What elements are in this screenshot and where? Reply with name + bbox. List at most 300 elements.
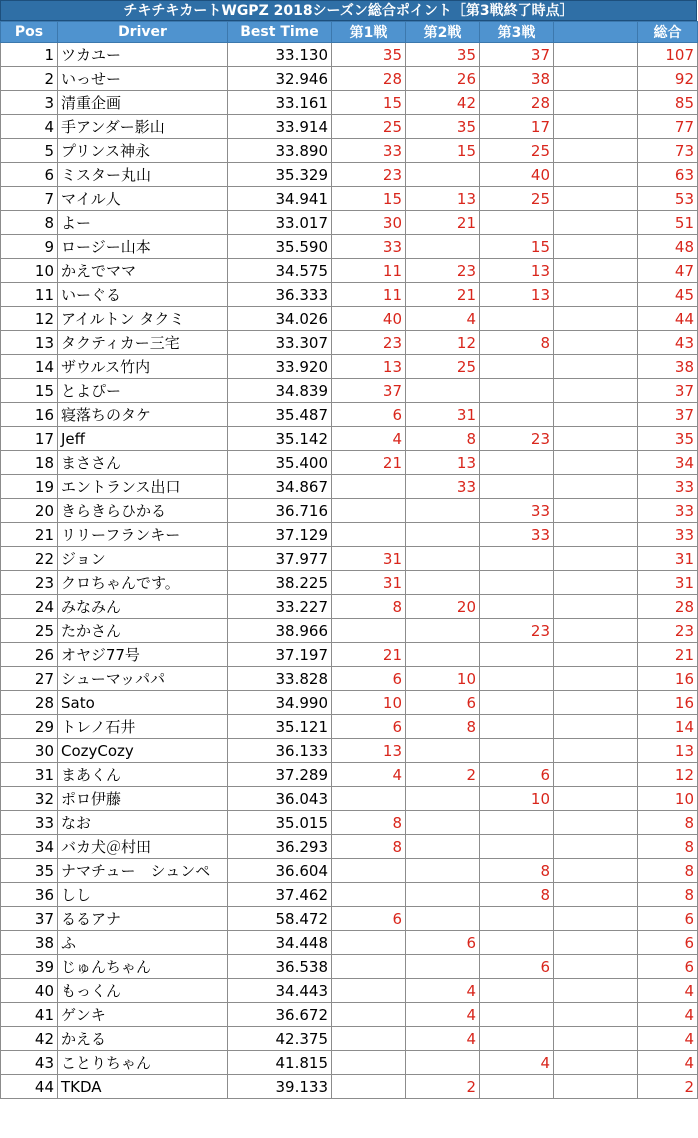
- cell-best-time: 34.448: [228, 931, 332, 955]
- cell-total: 23: [638, 619, 698, 643]
- table-row: [1, 907, 698, 931]
- cell-blank: [554, 115, 638, 139]
- cell-race2: 21: [406, 211, 480, 235]
- cell-best-time: 39.133: [228, 1075, 332, 1099]
- cell-race1: 31: [332, 571, 406, 595]
- cell-race3: 37: [480, 43, 554, 67]
- cell-total: 35: [638, 427, 698, 451]
- table-row: [1, 235, 698, 259]
- cell-pos: 8: [1, 211, 58, 235]
- cell-race2: 13: [406, 451, 480, 475]
- cell-driver: バカ犬＠村田: [58, 835, 228, 859]
- cell-pos: 23: [1, 571, 58, 595]
- cell-driver: しし: [58, 883, 228, 907]
- cell-best-time: 33.828: [228, 667, 332, 691]
- cell-best-time: 33.914: [228, 115, 332, 139]
- cell-driver: タクティカー三宅: [58, 331, 228, 355]
- cell-best-time: 58.472: [228, 907, 332, 931]
- cell-driver: とよぴー: [58, 379, 228, 403]
- cell-race1: 33: [332, 235, 406, 259]
- cell-best-time: 33.161: [228, 91, 332, 115]
- cell-blank: [554, 379, 638, 403]
- cell-pos: 10: [1, 259, 58, 283]
- cell-race2: 8: [406, 427, 480, 451]
- cell-race1: 23: [332, 331, 406, 355]
- cell-pos: 2: [1, 67, 58, 91]
- cell-race3: 33: [480, 499, 554, 523]
- cell-race2: [406, 379, 480, 403]
- cell-race3: 40: [480, 163, 554, 187]
- table-row: [1, 475, 698, 499]
- cell-race3: 8: [480, 883, 554, 907]
- cell-driver: きらきらひかる: [58, 499, 228, 523]
- cell-best-time: 37.462: [228, 883, 332, 907]
- cell-total: 45: [638, 283, 698, 307]
- cell-total: 37: [638, 379, 698, 403]
- cell-best-time: 33.017: [228, 211, 332, 235]
- cell-best-time: 34.575: [228, 259, 332, 283]
- cell-race1: 30: [332, 211, 406, 235]
- cell-best-time: 37.129: [228, 523, 332, 547]
- cell-total: 21: [638, 643, 698, 667]
- cell-total: 53: [638, 187, 698, 211]
- cell-pos: 33: [1, 811, 58, 835]
- cell-best-time: 42.375: [228, 1027, 332, 1051]
- cell-race2: [406, 163, 480, 187]
- cell-race3: 15: [480, 235, 554, 259]
- cell-race3: [480, 691, 554, 715]
- cell-race2: [406, 571, 480, 595]
- table-row: [1, 763, 698, 787]
- cell-race1: 13: [332, 739, 406, 763]
- table-row: [1, 499, 698, 523]
- cell-blank: [554, 547, 638, 571]
- cell-pos: 34: [1, 835, 58, 859]
- cell-driver: シューマッパパ: [58, 667, 228, 691]
- table-row: [1, 43, 698, 67]
- cell-pos: 27: [1, 667, 58, 691]
- cell-race2: 8: [406, 715, 480, 739]
- cell-pos: 37: [1, 907, 58, 931]
- cell-blank: [554, 787, 638, 811]
- cell-race3: [480, 907, 554, 931]
- cell-race2: [406, 1051, 480, 1075]
- cell-best-time: 41.815: [228, 1051, 332, 1075]
- table-row: [1, 379, 698, 403]
- cell-driver: エントランス出口: [58, 475, 228, 499]
- cell-total: 16: [638, 691, 698, 715]
- cell-blank: [554, 91, 638, 115]
- cell-blank: [554, 931, 638, 955]
- cell-race3: [480, 835, 554, 859]
- cell-race1: 21: [332, 451, 406, 475]
- cell-blank: [554, 859, 638, 883]
- cell-total: 8: [638, 883, 698, 907]
- cell-total: 31: [638, 571, 698, 595]
- cell-pos: 31: [1, 763, 58, 787]
- cell-total: 8: [638, 811, 698, 835]
- table-row: [1, 283, 698, 307]
- cell-driver: ミスター丸山: [58, 163, 228, 187]
- cell-race2: 4: [406, 307, 480, 331]
- cell-driver: ゲンキ: [58, 1003, 228, 1027]
- cell-race3: [480, 571, 554, 595]
- cell-race2: 26: [406, 67, 480, 91]
- cell-pos: 29: [1, 715, 58, 739]
- cell-race3: [480, 355, 554, 379]
- table-row: [1, 979, 698, 1003]
- cell-race2: 4: [406, 1003, 480, 1027]
- cell-best-time: 36.133: [228, 739, 332, 763]
- table-row: [1, 1075, 698, 1099]
- cell-total: 2: [638, 1075, 698, 1099]
- cell-best-time: 37.977: [228, 547, 332, 571]
- cell-race3: [480, 475, 554, 499]
- table-row: [1, 691, 698, 715]
- cell-driver: Jeff: [58, 427, 228, 451]
- cell-race3: [480, 979, 554, 1003]
- cell-total: 34: [638, 451, 698, 475]
- cell-total: 63: [638, 163, 698, 187]
- cell-pos: 16: [1, 403, 58, 427]
- cell-best-time: 34.990: [228, 691, 332, 715]
- table-row: [1, 667, 698, 691]
- cell-race2: [406, 835, 480, 859]
- cell-race1: [332, 1075, 406, 1099]
- cell-blank: [554, 1051, 638, 1075]
- cell-total: 107: [638, 43, 698, 67]
- table-row: [1, 307, 698, 331]
- cell-race2: 2: [406, 1075, 480, 1099]
- cell-race1: [332, 787, 406, 811]
- cell-driver: 清重企画: [58, 91, 228, 115]
- cell-total: 33: [638, 475, 698, 499]
- cell-blank: [554, 43, 638, 67]
- table-row: [1, 67, 698, 91]
- table-row: [1, 427, 698, 451]
- cell-race3: [480, 451, 554, 475]
- cell-pos: 44: [1, 1075, 58, 1099]
- cell-race3: 38: [480, 67, 554, 91]
- header-race3: 第3戦: [480, 22, 554, 43]
- cell-race2: 25: [406, 355, 480, 379]
- cell-best-time: 34.941: [228, 187, 332, 211]
- cell-race1: [332, 499, 406, 523]
- cell-race3: [480, 595, 554, 619]
- cell-race1: 6: [332, 907, 406, 931]
- cell-pos: 15: [1, 379, 58, 403]
- cell-pos: 30: [1, 739, 58, 763]
- cell-total: 33: [638, 499, 698, 523]
- cell-pos: 26: [1, 643, 58, 667]
- table-row: [1, 163, 698, 187]
- cell-total: 6: [638, 931, 698, 955]
- cell-total: 38: [638, 355, 698, 379]
- cell-pos: 40: [1, 979, 58, 1003]
- cell-blank: [554, 427, 638, 451]
- cell-race3: [480, 547, 554, 571]
- table-row: [1, 715, 698, 739]
- cell-blank: [554, 235, 638, 259]
- table-row: [1, 619, 698, 643]
- cell-best-time: 36.672: [228, 1003, 332, 1027]
- cell-pos: 9: [1, 235, 58, 259]
- table-row: [1, 187, 698, 211]
- table-row: [1, 931, 698, 955]
- cell-driver: クロちゃんです。: [58, 571, 228, 595]
- cell-race1: 8: [332, 811, 406, 835]
- cell-blank: [554, 715, 638, 739]
- cell-total: 44: [638, 307, 698, 331]
- cell-best-time: 36.043: [228, 787, 332, 811]
- cell-race3: [480, 1027, 554, 1051]
- cell-race1: 6: [332, 715, 406, 739]
- cell-pos: 42: [1, 1027, 58, 1051]
- cell-race1: 37: [332, 379, 406, 403]
- cell-total: 33: [638, 523, 698, 547]
- cell-race2: 15: [406, 139, 480, 163]
- cell-driver: リリーフランキー: [58, 523, 228, 547]
- cell-total: 6: [638, 907, 698, 931]
- cell-total: 28: [638, 595, 698, 619]
- cell-race1: [332, 475, 406, 499]
- cell-pos: 6: [1, 163, 58, 187]
- cell-pos: 32: [1, 787, 58, 811]
- cell-pos: 19: [1, 475, 58, 499]
- cell-race2: [406, 787, 480, 811]
- cell-race2: [406, 955, 480, 979]
- cell-race3: [480, 403, 554, 427]
- cell-blank: [554, 211, 638, 235]
- header-total: 総合: [638, 22, 698, 43]
- cell-best-time: 37.197: [228, 643, 332, 667]
- cell-race3: [480, 379, 554, 403]
- cell-total: 51: [638, 211, 698, 235]
- cell-race1: 8: [332, 835, 406, 859]
- cell-driver: ザウルス竹内: [58, 355, 228, 379]
- cell-blank: [554, 763, 638, 787]
- cell-driver: るるアナ: [58, 907, 228, 931]
- table-row: [1, 883, 698, 907]
- cell-best-time: 33.307: [228, 331, 332, 355]
- cell-blank: [554, 667, 638, 691]
- cell-total: 73: [638, 139, 698, 163]
- table-row: [1, 643, 698, 667]
- cell-race1: [332, 619, 406, 643]
- cell-total: 85: [638, 91, 698, 115]
- cell-race3: [480, 307, 554, 331]
- cell-driver: 手アンダー影山: [58, 115, 228, 139]
- cell-blank: [554, 67, 638, 91]
- cell-pos: 38: [1, 931, 58, 955]
- cell-race1: 31: [332, 547, 406, 571]
- table-row: [1, 1051, 698, 1075]
- cell-race1: 11: [332, 283, 406, 307]
- cell-race3: 33: [480, 523, 554, 547]
- cell-total: 31: [638, 547, 698, 571]
- cell-race1: 6: [332, 403, 406, 427]
- cell-total: 8: [638, 835, 698, 859]
- cell-race3: [480, 643, 554, 667]
- cell-driver: 寝落ちのタケ: [58, 403, 228, 427]
- cell-best-time: 35.400: [228, 451, 332, 475]
- cell-best-time: 33.227: [228, 595, 332, 619]
- cell-race2: [406, 811, 480, 835]
- cell-driver: TKDA: [58, 1075, 228, 1099]
- cell-race1: 6: [332, 667, 406, 691]
- cell-race3: 4: [480, 1051, 554, 1075]
- cell-race3: 28: [480, 91, 554, 115]
- cell-total: 47: [638, 259, 698, 283]
- cell-race1: 28: [332, 67, 406, 91]
- table-row: [1, 211, 698, 235]
- cell-race3: 13: [480, 283, 554, 307]
- cell-race3: 6: [480, 955, 554, 979]
- cell-race2: 4: [406, 979, 480, 1003]
- cell-best-time: 37.289: [228, 763, 332, 787]
- cell-blank: [554, 523, 638, 547]
- cell-driver: ナマチュー シュンペ: [58, 859, 228, 883]
- cell-best-time: 35.142: [228, 427, 332, 451]
- cell-best-time: 35.329: [228, 163, 332, 187]
- cell-race3: 25: [480, 139, 554, 163]
- cell-race1: 40: [332, 307, 406, 331]
- table-row: [1, 403, 698, 427]
- cell-race3: [480, 1003, 554, 1027]
- page-title: チキチキカートWGPZ 2018シーズン総合ポイント［第3戦終了時点］: [0, 0, 697, 21]
- cell-driver: なお: [58, 811, 228, 835]
- cell-best-time: 32.946: [228, 67, 332, 91]
- cell-race3: [480, 931, 554, 955]
- cell-pos: 28: [1, 691, 58, 715]
- cell-race3: 8: [480, 859, 554, 883]
- cell-driver: ふ: [58, 931, 228, 955]
- cell-total: 77: [638, 115, 698, 139]
- cell-best-time: 34.026: [228, 307, 332, 331]
- cell-driver: マイル人: [58, 187, 228, 211]
- cell-pos: 7: [1, 187, 58, 211]
- cell-pos: 4: [1, 115, 58, 139]
- cell-total: 13: [638, 739, 698, 763]
- table-row: [1, 571, 698, 595]
- cell-pos: 43: [1, 1051, 58, 1075]
- cell-pos: 39: [1, 955, 58, 979]
- cell-driver: ツカユー: [58, 43, 228, 67]
- cell-race2: [406, 907, 480, 931]
- cell-pos: 13: [1, 331, 58, 355]
- cell-pos: 12: [1, 307, 58, 331]
- cell-race3: [480, 667, 554, 691]
- cell-blank: [554, 739, 638, 763]
- cell-blank: [554, 571, 638, 595]
- cell-race3: [480, 1075, 554, 1099]
- table-row: [1, 955, 698, 979]
- cell-best-time: 35.487: [228, 403, 332, 427]
- cell-race1: 13: [332, 355, 406, 379]
- cell-driver: いっせー: [58, 67, 228, 91]
- cell-race1: 11: [332, 259, 406, 283]
- header-blank: [554, 22, 638, 43]
- cell-driver: かえでママ: [58, 259, 228, 283]
- cell-driver: ポロ伊藤: [58, 787, 228, 811]
- cell-race1: 25: [332, 115, 406, 139]
- cell-driver: もっくん: [58, 979, 228, 1003]
- cell-driver: Sato: [58, 691, 228, 715]
- cell-race3: 6: [480, 763, 554, 787]
- cell-race1: [332, 883, 406, 907]
- cell-race3: [480, 715, 554, 739]
- cell-pos: 17: [1, 427, 58, 451]
- cell-pos: 5: [1, 139, 58, 163]
- cell-best-time: 35.590: [228, 235, 332, 259]
- cell-driver: たかさん: [58, 619, 228, 643]
- cell-race2: 42: [406, 91, 480, 115]
- cell-best-time: 34.443: [228, 979, 332, 1003]
- cell-pos: 18: [1, 451, 58, 475]
- table-row: [1, 139, 698, 163]
- cell-driver: ジョン: [58, 547, 228, 571]
- cell-race1: 4: [332, 763, 406, 787]
- cell-total: 4: [638, 1027, 698, 1051]
- cell-race1: 15: [332, 91, 406, 115]
- table-row: [1, 835, 698, 859]
- cell-pos: 1: [1, 43, 58, 67]
- cell-blank: [554, 259, 638, 283]
- cell-blank: [554, 163, 638, 187]
- cell-driver: ことりちゃん: [58, 1051, 228, 1075]
- standings-table: [0, 21, 698, 1099]
- cell-race1: [332, 1051, 406, 1075]
- cell-pos: 21: [1, 523, 58, 547]
- cell-blank: [554, 643, 638, 667]
- cell-race2: 23: [406, 259, 480, 283]
- cell-driver: ロージー山本: [58, 235, 228, 259]
- cell-blank: [554, 499, 638, 523]
- cell-blank: [554, 835, 638, 859]
- cell-blank: [554, 1003, 638, 1027]
- cell-best-time: 35.121: [228, 715, 332, 739]
- cell-total: 10: [638, 787, 698, 811]
- cell-blank: [554, 883, 638, 907]
- cell-best-time: 38.966: [228, 619, 332, 643]
- cell-race2: 21: [406, 283, 480, 307]
- cell-blank: [554, 331, 638, 355]
- cell-pos: 3: [1, 91, 58, 115]
- cell-blank: [554, 355, 638, 379]
- cell-race2: [406, 499, 480, 523]
- cell-race2: [406, 643, 480, 667]
- cell-race3: 23: [480, 619, 554, 643]
- cell-race3: 8: [480, 331, 554, 355]
- cell-total: 48: [638, 235, 698, 259]
- cell-race2: 20: [406, 595, 480, 619]
- cell-best-time: 36.716: [228, 499, 332, 523]
- table-row: [1, 787, 698, 811]
- cell-race2: [406, 739, 480, 763]
- cell-pos: 25: [1, 619, 58, 643]
- table-row: [1, 259, 698, 283]
- cell-driver: トレノ石井: [58, 715, 228, 739]
- cell-total: 92: [638, 67, 698, 91]
- table-row: [1, 739, 698, 763]
- cell-driver: いーぐる: [58, 283, 228, 307]
- cell-driver: じゅんちゃん: [58, 955, 228, 979]
- header-pos: Pos: [1, 22, 58, 43]
- cell-race2: [406, 883, 480, 907]
- table-row: [1, 451, 698, 475]
- cell-best-time: 36.604: [228, 859, 332, 883]
- cell-race2: [406, 547, 480, 571]
